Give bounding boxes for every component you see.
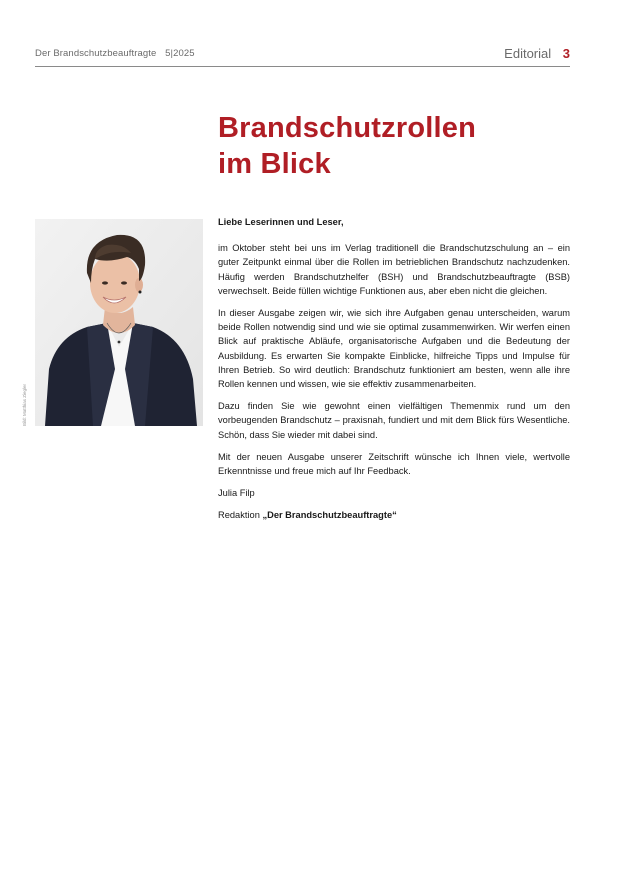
page-number: 3 xyxy=(562,46,570,61)
author-portrait xyxy=(35,219,203,426)
paragraph-4: Mit der neuen Ausgabe unserer Zeitschrift wünsche ich Ihnen viele, wertvolle Erkenntnisse und freue mich auf Ihr Feedback. xyxy=(218,451,570,477)
running-header xyxy=(35,48,195,59)
publication-name: Der Brandschutzbeauftragte xyxy=(35,48,157,59)
issue-number: 5|2025 xyxy=(165,48,195,59)
article-headline xyxy=(218,110,476,182)
headline-line-1: Brandschutzrollen xyxy=(218,112,476,144)
portrait-illustration xyxy=(35,219,203,426)
signature-publication: „Der Brandschutzbeauftragte“ xyxy=(262,510,397,521)
signature-name: Julia Filp xyxy=(218,488,255,499)
paragraph-3: Dazu finden Sie wie gewohnt einen vielfältigen Themenmix rund um den vorbeugenden Brandschutz – praxisnah, fundiert und mit dem Blick fürs Wesentliche. Schön, dass Sie wieder mit dabei sind. xyxy=(218,401,570,440)
salutation: Liebe Leserinnen und Leser, xyxy=(218,217,344,227)
signature-role xyxy=(218,508,570,522)
headline-line-2: im Blick xyxy=(218,148,331,180)
paragraph-2: In dieser Ausgabe zeigen wir, wie sich ihre Aufgaben genau unterscheiden, warum beide Rollen notwendig sind und wie sie optimal zusammenwirken. Wir werfen einen Blick auf praktische Abläufe, organisatorische Aufgaben und die Bedeutung der Ausbildung. Es erwarten Sie kompakte Einblicke, hilfreiche Tipps und Impulse für Ihren Betrieb. So wird deutlich: Brandschutz funktioniert am besten, wenn alle ihre Rollen kennen und wissen, wie sie effektiv zusammenarbeiten. xyxy=(218,308,570,390)
header-divider xyxy=(35,66,570,67)
signature-role-prefix: Redaktion xyxy=(218,510,263,521)
section-header xyxy=(504,46,570,61)
photo-credit: Bild: Matthias Ziegler xyxy=(22,383,27,426)
paragraph-1: im Oktober steht bei uns im Verlag traditionell die Brandschutzschulung an – ein guter Zeitpunkt einmal über die Rollen im betrieblichen Brandschutz nachzudenken. Häufig werden Brandschutzhelfer (BSH) und Brandschutzbeauftragte (BSB) verwechselt. Beide füllen wichtige Funktionen aus, aber eben nicht die gleichen. xyxy=(218,243,570,296)
editorial-body xyxy=(218,215,570,531)
section-label: Editorial xyxy=(504,46,552,61)
